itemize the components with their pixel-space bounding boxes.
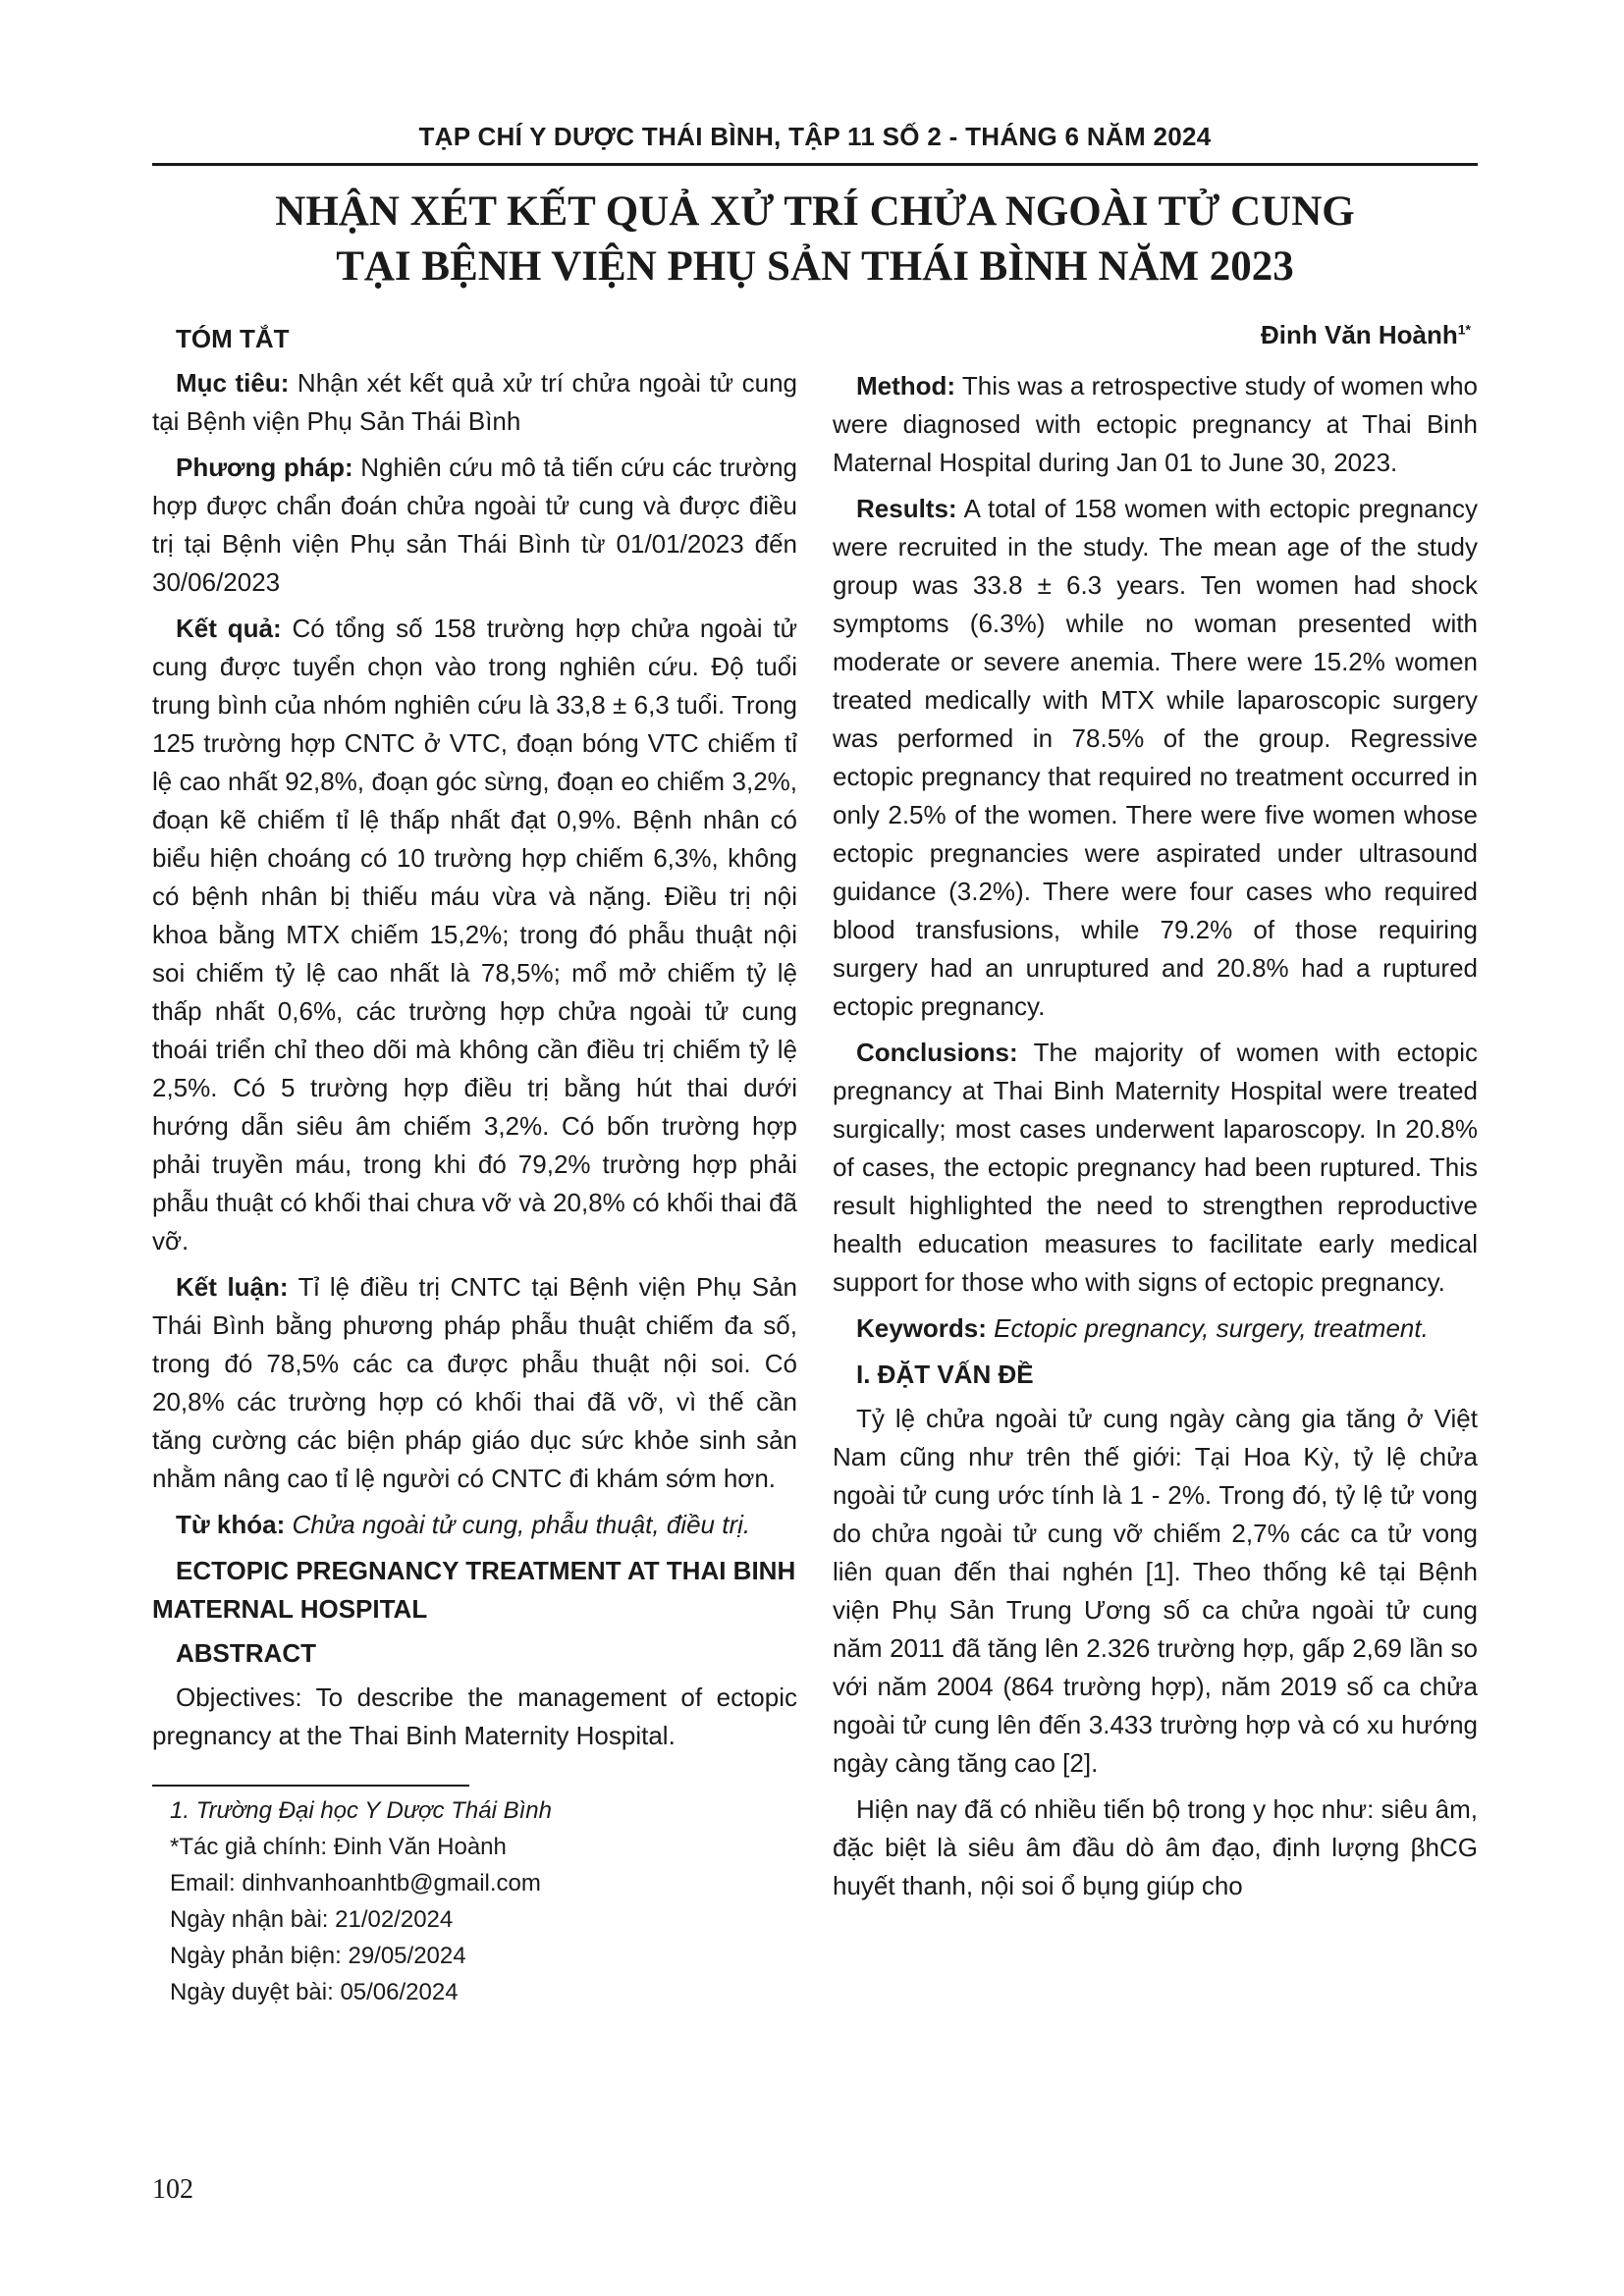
en-keywords-text: Ectopic pregnancy, surgery, treatment. [986, 1313, 1429, 1343]
footnote-received: Ngày nhận bài: 21/02/2024 [170, 1906, 454, 1933]
intro-paragraph-2: Hiện nay đã có nhiều tiến bộ trong y học như: siêu âm, đặc biệt là siêu âm đầu dò âm đạo, định lượng βhCG huyết thanh, nội soi ổ bụng giúp cho [833, 1794, 1478, 1900]
en-conclusions [833, 1034, 1478, 1302]
en-method [833, 367, 1478, 482]
vi-results-text: Có tổng số 158 trường hợp chửa ngoài tử cung được tuyển chọn vào trong nghiên cứu. Độ tuổi trung bình của nhóm nghiên cứu là 33,8 ± 6,3 tuổi. Trong 125 trường hợp CNTC ở VTC, đoạn bóng VTC chiếm tỉ lệ cao nhất 92,8%, đoạn góc sừng, đoạn eo chiếm 3,2%, đoạn kẽ chiếm tỉ lệ thấp nhất đạt 0,9%. Bệnh nhân có biểu hiện choáng có 10 trường hợp chiếm 6,3%, không có bệnh nhân bị thiếu máu vừa và nặng. Điều trị nội khoa bằng MTX chiếm 15,2%; trong đó phẫu thuật nội soi chiếm tỷ lệ cao nhất là 78,5%; mổ mở chiếm tỷ lệ thấp nhất 0,6%, các trường hợp chửa ngoài tử cung thoái triển chỉ theo dõi mà không cần điều trị chiếm tỷ lệ 2,5%. Có 5 trường hợp điều trị bằng hút thai dưới hướng dẫn siêu âm chiếm 3,2%. Có bốn trường hợp phải truyền máu, trong khi đó 79,2% trường hợp phải phẫu thuật có khối thai chưa vỡ và 20,8% có khối thai đã vỡ. [152, 614, 797, 1255]
en-method-text: This was a retrospective study of women who were diagnosed with ectopic pregnancy at Thai Binh Maternal Hospital during Jan 01 to June 30, 2023. [833, 371, 1478, 477]
en-conclusions-label: Conclusions: [856, 1038, 1018, 1067]
en-conclusions-text: The majority of women with ectopic pregnancy at Thai Binh Maternity Hospital were treated surgically; most cases underwent laparoscopy. In 20.8% of cases, the ectopic pregnancy had been ruptured. This result highlighted the need to strengthen reproductive health education measures to facilitate early medical support for those who with signs of ectopic pregnancy. [833, 1038, 1478, 1297]
vi-method [152, 449, 797, 602]
left-column [152, 320, 797, 2010]
footnotes [170, 1792, 797, 2010]
author [1261, 320, 1471, 350]
en-results [833, 490, 1478, 1026]
vi-objective [152, 364, 797, 441]
english-title: ECTOPIC PREGNANCY TREATMENT AT THAI BINH MATERNAL HOSPITAL [152, 1556, 796, 1624]
author-name: Đinh Văn Hoành [1260, 320, 1458, 349]
vi-keywords-text: Chửa ngoài tử cung, phẫu thuật, điều trị. [285, 1510, 751, 1539]
page-number: 102 [152, 2174, 193, 2205]
en-results-text: A total of 158 women with ectopic pregnancy were recruited in the study. The mean age of the study group was 33.8 ± 6.3 years. Ten women had shock symptoms (6.3%) while no woman presented with moderate or severe anemia. There were 15.2% women treated medically with MTX while laparoscopic surgery was performed in 78.5% of the group. Regressive ectopic pregnancy that required no treatment occurred in only 2.5% of the women. There were five women whose ectopic pregnancies were aspirated under ultrasound guidance (3.2%). There were four cases who required blood transfusions, while 79.2% of those requiring surgery had an unruptured and 20.8% had a ruptured ectopic pregnancy. [833, 494, 1478, 1021]
vi-objective-label: Mục tiêu: [176, 368, 290, 398]
en-method-label: Method: [856, 371, 956, 400]
vi-results-label: Kết quả: [176, 614, 282, 643]
journal-header: TẠP CHÍ Y DƯỢC THÁI BÌNH, TẬP 11 SỐ 2 - THÁNG 6 NĂM 2024 [418, 122, 1212, 151]
footnote-accepted: Ngày duyệt bài: 05/06/2024 [170, 1979, 459, 2005]
vi-keywords-label: Từ khóa: [176, 1510, 286, 1539]
vi-conclusion-label: Kết luận: [176, 1272, 289, 1302]
header-rule [152, 163, 1478, 166]
vi-results [152, 610, 797, 1260]
vi-method-text: Nghiên cứu mô tả tiến cứu các trường hợp được chẩn đoán chửa ngoài tử cung và được điều trị tại Bệnh viện Phụ sản Thái Bình từ 01/01/2023 đến 30/06/2023 [152, 453, 797, 597]
article-title [152, 185, 1478, 294]
intro-heading: I. ĐẶT VẤN ĐỀ [856, 1360, 1034, 1389]
vi-method-label: Phương pháp: [176, 453, 353, 482]
vi-summary-heading: TÓM TẮT [176, 324, 290, 353]
author-marker: 1* [1457, 321, 1471, 338]
vi-keywords [152, 1506, 797, 1544]
en-keywords-label: Keywords: [856, 1313, 987, 1343]
intro-paragraph-1: Tỷ lệ chửa ngoài tử cung ngày càng gia tăng ở Việt Nam cũng như trên thế giới: Tại Hoa Kỳ, tỷ lệ chửa ngoài tử cung ước tính là 1 - 2%. Trong đó, tỷ lệ tử vong do chửa ngoài tử cung vỡ chiếm 2,7% các ca tử vong liên quan đến thai nghén [1]. Theo thống kê tại Bệnh viện Phụ Sản Trung Ương số ca chửa ngoài tử cung năm 2011 đã tăng lên 2.326 trường hợp, gấp 2,69 lần so với năm 2004 (864 trường hợp), năm 2019 số ca chửa ngoài tử cung lên đến 3.433 trường hợp và có xu hướng ngày càng tăng cao [2]. [833, 1404, 1478, 1778]
abstract-heading: ABSTRACT [176, 1638, 316, 1668]
footnote-rule [152, 1785, 469, 1787]
title-line-2: TẠI BỆNH VIỆN PHỤ SẢN THÁI BÌNH NĂM 2023 [336, 243, 1294, 290]
footnote-reviewed: Ngày phản biện: 29/05/2024 [170, 1943, 466, 1969]
vi-objective-text: Nhận xét kết quả xử trí chửa ngoài tử cung tại Bệnh viện Phụ Sản Thái Bình [152, 368, 797, 436]
en-objectives: Objectives: To describe the management of ectopic pregnancy at the Thai Binh Maternity Hospital. [152, 1682, 797, 1750]
title-line-1: NHẬN XÉT KẾT QUẢ XỬ TRÍ CHỬA NGOÀI TỬ CUNG [275, 188, 1355, 235]
vi-conclusion [152, 1268, 797, 1498]
footnote-affiliation: 1. Trường Đại học Y Dược Thái Bình [170, 1797, 552, 1824]
en-results-label: Results: [856, 494, 957, 523]
right-column [833, 367, 1478, 1913]
footnote-email: Email: dinhvanhoanhtb@gmail.com [170, 1870, 541, 1896]
en-keywords [833, 1309, 1478, 1348]
footnote-corresponding: *Tác giả chính: Đinh Văn Hoành [170, 1834, 507, 1860]
vi-conclusion-text: Tỉ lệ điều trị CNTC tại Bệnh viện Phụ Sản Thái Bình bằng phương pháp phẫu thuật chiếm đa số, trong đó 78,5% các ca được phẫu thuật nội soi. Có 20,8% các trường hợp có khối thai đã vỡ, vì thế cần tăng cường các biện pháp giáo dục sức khỏe sinh sản nhằm nâng cao tỉ lệ người có CNTC đi khám sớm hơn. [152, 1272, 797, 1493]
